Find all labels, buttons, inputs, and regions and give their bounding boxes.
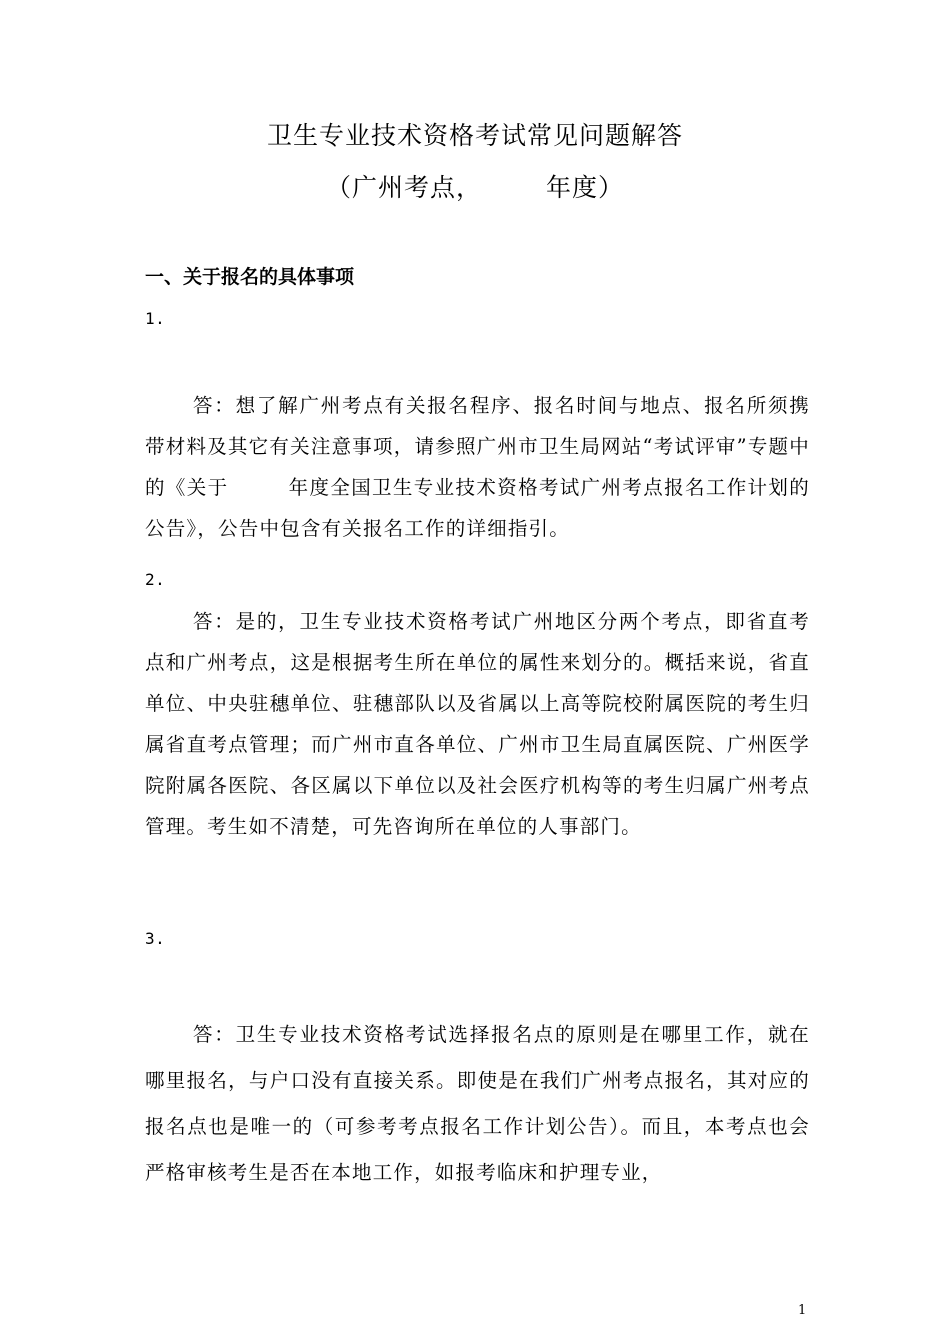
document-subtitle [0, 168, 950, 204]
answer-1-part-1: 答：想了解广州考点有关报名程序、报名时间与地点、报名所须携带材料及其它有关注意事项，请参照广州市卫生局网站“考试评审”专题中的《关于 [145, 394, 810, 499]
document-title: 卫生专业技术资格考试常见问题解答 [266, 121, 683, 150]
answer-1-part-2: 年度全国卫生专业技术资格考试广州考点报名工作计划的公告》，公告中包含有关报名工作的详细指引。 [145, 476, 810, 540]
page-number: 1 [798, 1303, 807, 1318]
section-heading: 一、关于报名的具体事项 [145, 266, 355, 288]
question-2-number: 2. [145, 570, 166, 589]
question-2-line-1 [145, 570, 165, 589]
answer-2: 答：是的，卫生专业技术资格考试广州地区分两个考点，即省直考点和广州考点，这是根据考生所在单位的属性来划分的。概括来说，省直单位、中央驻穗单位、驻穗部队以及省属以上高等院校附属医院的考生归属省直考点管理；而广州市直各单位、广州市卫生局直属医院、广州医学院附属各医院、各区属以下单位以及社会医疗机构等的考生归属广州考点管理。考生如不清楚，可先咨询所在单位的人事部门。 [145, 610, 810, 838]
answer-3: 答：卫生专业技术资格考试选择报名点的原则是在哪里工作，就在哪里报名，与户口没有直接关系。即使是在我们广州考点报名，其对应的报名点也是唯一的（可参考考点报名工作计划公告）。而且，本考点也会严格审核考生是否在本地工作，如报考临床和护理专业， [145, 1023, 810, 1184]
question-1-line-1 [145, 309, 179, 328]
question-3-number: 3. [145, 929, 166, 948]
answer-1 [145, 385, 810, 549]
subtitle-left: （广州考点， [325, 173, 482, 202]
question-3-line-1 [145, 929, 179, 948]
question-1-number: 1. [145, 309, 166, 328]
subtitle-right: 年度） [546, 173, 625, 202]
